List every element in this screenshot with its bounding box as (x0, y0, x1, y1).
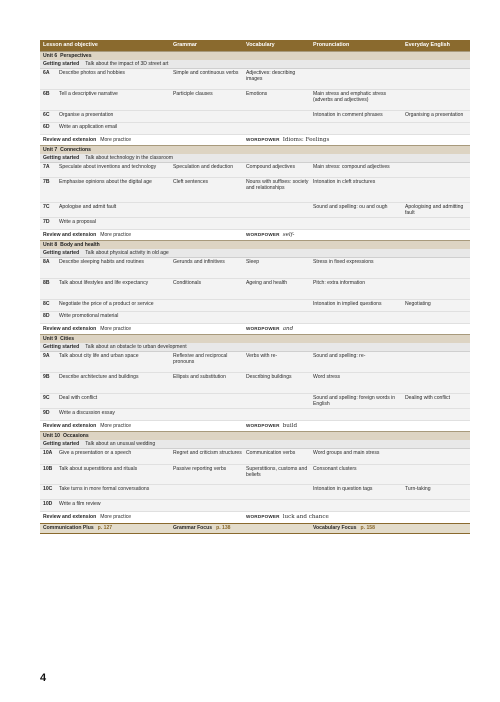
lesson-vocabulary (246, 485, 313, 492)
lesson-vocabulary: Adjectives: describing images (246, 70, 296, 83)
lesson-code: 7C (43, 204, 50, 210)
lesson-pronunciation: Pitch: extra information (313, 280, 366, 286)
unit-body (40, 249, 470, 324)
lesson-pronunciation (313, 123, 405, 130)
lesson-code: 10B (43, 466, 53, 472)
units-container (40, 51, 470, 522)
header-everyday-english: Everyday English (405, 42, 450, 49)
contents-table (40, 40, 470, 534)
lesson-everyday-english: Turn-taking (405, 486, 431, 492)
lesson-objective: Negotiate the price of a product or service (59, 301, 154, 307)
lesson-code: 8B (43, 280, 50, 286)
review-row (40, 512, 470, 522)
more-practice: More practice (100, 231, 132, 238)
unit-title (40, 240, 470, 249)
getting-started-text: Talk about the impact of 3D street art (85, 60, 169, 67)
lesson-code: 7B (43, 179, 50, 185)
lesson-pronunciation (313, 500, 405, 507)
getting-started-text: Talk about an unusual wedding (85, 440, 156, 447)
wordpower-topic: luck and chance (282, 513, 329, 520)
lesson-vocabulary: Nouns with suffixes: society and relationships (246, 179, 309, 192)
unit-label: Unit 6 (43, 52, 58, 59)
lesson-objective: Speculate about inventions and technology (59, 164, 157, 170)
lesson-code: 6B (43, 91, 50, 97)
more-practice: More practice (100, 513, 132, 520)
lesson-everyday-english (405, 163, 473, 170)
lesson-objective: Deal with conflict (59, 395, 98, 401)
unit-body (40, 440, 470, 512)
lesson-grammar (173, 218, 246, 225)
lesson-everyday-english (405, 258, 473, 265)
lesson-pronunciation: Intonation in cleft structures (313, 179, 376, 185)
review-row (40, 230, 470, 240)
lesson-row (40, 163, 470, 178)
lesson-everyday-english (405, 90, 473, 103)
lesson-row (40, 449, 470, 465)
lesson-vocabulary: Ageing and health (246, 280, 288, 286)
getting-started-label: Getting started (43, 249, 80, 256)
lesson-everyday-english (405, 279, 473, 286)
lesson-code: 6D (43, 124, 50, 130)
lesson-everyday-english (405, 69, 473, 82)
lesson-objective: Talk about city life and urban space (59, 353, 139, 359)
unit-title (40, 145, 470, 154)
lesson-grammar: Passive reporting verbs (173, 466, 227, 472)
unit-label: Unit 10 (43, 432, 60, 439)
lesson-pronunciation: Sound and spelling: foreign words in English (313, 395, 396, 408)
getting-started-row (40, 154, 470, 163)
lesson-code: 7D (43, 219, 50, 225)
lesson-everyday-english (405, 373, 473, 380)
lesson-objective: Emphasise opinions about the digital age (59, 179, 152, 185)
lesson-code: 7A (43, 164, 50, 170)
lesson-vocabulary (246, 394, 313, 407)
lesson-row (40, 123, 470, 135)
review-row (40, 135, 470, 145)
lesson-everyday-english: Organising a presentation (405, 112, 464, 118)
page-number: 4 (40, 672, 47, 684)
lesson-everyday-english (405, 465, 473, 478)
unit-label: Unit 9 (43, 335, 58, 342)
lesson-pronunciation: Intonation in question tags (313, 486, 373, 492)
lesson-vocabulary (246, 312, 313, 319)
lesson-objective: Write a proposal (59, 219, 96, 225)
lesson-everyday-english: Dealing with conflict (405, 395, 451, 401)
unit-block (40, 240, 470, 334)
lesson-vocabulary: Communication verbs (246, 450, 296, 456)
more-practice: More practice (100, 325, 132, 332)
lesson-pronunciation: Word groups and main stress (313, 450, 380, 456)
lesson-grammar: Conditionals (173, 280, 202, 286)
unit-block (40, 431, 470, 522)
lesson-row (40, 485, 470, 500)
lesson-pronunciation: Stress in fixed expressions (313, 259, 374, 265)
lesson-objective: Describe photos and hobbies (59, 70, 125, 76)
lesson-vocabulary: Sleep (246, 259, 260, 265)
review-and-extension: Review and extension More practice (43, 231, 132, 238)
lesson-vocabulary (246, 111, 313, 118)
lesson-code: 8C (43, 301, 50, 307)
lesson-pronunciation: Word stress (313, 374, 341, 380)
lesson-code: 6C (43, 112, 50, 118)
lesson-row (40, 178, 470, 203)
getting-started-text: Talk about technology in the classroom (85, 154, 174, 161)
table-header (40, 40, 470, 51)
lesson-objective: Take turns in more formal conversations (59, 486, 150, 492)
lesson-row (40, 373, 470, 394)
lesson-objective: Write an application email (59, 124, 118, 130)
lesson-grammar: Participle clauses (173, 91, 213, 97)
lesson-grammar (173, 500, 246, 507)
unit-label: Unit 7 (43, 146, 58, 153)
lesson-grammar: Reflexive and reciprocal pronouns (173, 353, 228, 366)
unit-title (40, 334, 470, 343)
lesson-grammar: Simple and continuous verbs (173, 70, 239, 76)
lesson-everyday-english: Negotiating (405, 301, 431, 307)
unit-name: Occasions (62, 432, 89, 439)
lesson-code: 9A (43, 353, 50, 359)
lesson-code: 8D (43, 313, 50, 319)
lesson-grammar: Ellipsis and substitution (173, 374, 226, 380)
unit-name: Perspectives (60, 52, 92, 59)
lesson-pronunciation: Main stress: compound adjectives (313, 164, 390, 170)
review-and-extension: Review and extension More practice (43, 325, 132, 332)
more-practice: More practice (100, 422, 132, 429)
lesson-code: 8A (43, 259, 50, 265)
getting-started-row (40, 343, 470, 352)
lesson-pronunciation (313, 409, 405, 416)
lesson-row (40, 258, 470, 279)
lesson-grammar: Speculation and deduction (173, 164, 234, 170)
getting-started-label: Getting started (43, 440, 80, 447)
lesson-pronunciation: Sound and spelling: ou and ough (313, 204, 388, 210)
unit-name: Body and health (60, 241, 100, 248)
wordpower: WORDPOWER luck and chance (246, 513, 329, 520)
lesson-row (40, 90, 470, 111)
lesson-vocabulary: Compound adjectives (246, 164, 295, 170)
getting-started-text: Talk about an obstacle to urban development (85, 343, 187, 350)
lesson-code: 9D (43, 410, 50, 416)
getting-started-text: Talk about physical activity in old age (85, 249, 169, 256)
lesson-everyday-english (405, 409, 473, 416)
lesson-everyday-english (405, 178, 473, 191)
lesson-grammar (173, 300, 246, 307)
lesson-everyday-english (405, 500, 473, 507)
lesson-grammar: Cleft sentences (173, 179, 209, 185)
lesson-objective: Write promotional material (59, 313, 119, 319)
wordpower: WORDPOWER and (246, 325, 294, 332)
lesson-row (40, 352, 470, 373)
lesson-vocabulary (246, 218, 313, 225)
lesson-vocabulary: Emotions (246, 91, 268, 97)
lesson-grammar (173, 123, 246, 130)
wordpower-topic: build (282, 422, 298, 429)
lesson-pronunciation (313, 218, 405, 225)
unit-body (40, 60, 470, 135)
unit-body (40, 154, 470, 230)
lesson-objective: Apologise and admit fault (59, 204, 117, 210)
lesson-vocabulary (246, 123, 313, 130)
lesson-objective: Tell a descriptive narrative (59, 91, 118, 97)
lesson-row (40, 203, 470, 218)
lesson-row (40, 500, 470, 512)
lesson-pronunciation: Consonant clusters (313, 466, 357, 472)
review-and-extension: Review and extension More practice (43, 513, 132, 520)
lesson-objective: Give a presentation or a speech (59, 450, 132, 456)
lesson-vocabulary (246, 409, 313, 416)
lesson-row (40, 394, 470, 409)
lesson-row (40, 111, 470, 123)
review-row (40, 324, 470, 334)
review-and-extension: Review and extension More practice (43, 136, 132, 143)
wordpower-topic: self- (282, 231, 295, 238)
lesson-pronunciation: Sound and spelling: re- (313, 353, 366, 359)
lesson-code: 10D (43, 501, 53, 507)
lesson-pronunciation (313, 69, 405, 82)
unit-name: Cities (60, 335, 75, 342)
communication-plus-ref: Communication Plus p. 127 (43, 525, 113, 532)
lesson-grammar (173, 485, 246, 492)
lesson-vocabulary: Verbs with re- (246, 353, 278, 359)
lesson-grammar (173, 111, 246, 118)
lesson-grammar (173, 203, 246, 216)
lesson-objective: Write a discussion essay (59, 410, 115, 416)
lesson-row (40, 69, 470, 90)
lesson-grammar (173, 394, 246, 407)
lesson-pronunciation (313, 312, 405, 319)
lesson-objective: Write a film review (59, 501, 101, 507)
header-vocabulary: Vocabulary (246, 42, 275, 49)
lesson-everyday-english (405, 123, 473, 130)
lesson-objective: Describe sleeping habits and routines (59, 259, 144, 265)
lesson-objective: Talk about superstitions and rituals (59, 466, 138, 472)
unit-title (40, 431, 470, 440)
review-row (40, 421, 470, 431)
more-practice: More practice (100, 136, 132, 143)
unit-name: Connections (60, 146, 92, 153)
lesson-vocabulary (246, 300, 313, 307)
unit-block (40, 145, 470, 240)
header-lesson: Lesson and objective (43, 42, 98, 49)
wordpower: WORDPOWER self- (246, 231, 295, 238)
lesson-vocabulary (246, 203, 313, 216)
lesson-everyday-english (405, 312, 473, 319)
lesson-objective: Describe architecture and buildings (59, 374, 139, 380)
unit-block (40, 334, 470, 431)
unit-body (40, 343, 470, 421)
lesson-vocabulary: Describing buildings (246, 374, 292, 380)
header-grammar: Grammar (173, 42, 197, 49)
lesson-row (40, 300, 470, 312)
lesson-row (40, 218, 470, 230)
grammar-focus-ref: Grammar Focus p. 138 (173, 525, 231, 532)
lesson-everyday-english: Apologising and admitting fault (405, 204, 464, 217)
lesson-grammar: Gerunds and infinitives (173, 259, 225, 265)
lesson-row (40, 465, 470, 485)
vocabulary-focus-ref: Vocabulary Focus p. 158 (313, 525, 375, 532)
lesson-grammar (173, 312, 246, 319)
lesson-everyday-english (405, 449, 473, 456)
lesson-pronunciation: Intonation in implied questions (313, 301, 382, 307)
getting-started-label: Getting started (43, 154, 80, 161)
lesson-vocabulary (246, 500, 313, 507)
wordpower: WORDPOWER build (246, 422, 298, 429)
lesson-row (40, 279, 470, 300)
wordpower-topic: and (282, 325, 294, 332)
lesson-vocabulary: Superstitions, customs and beliefs (246, 466, 308, 479)
unit-title (40, 51, 470, 60)
lesson-everyday-english (405, 218, 473, 225)
wordpower-topic: Idioms: Feelings (282, 136, 330, 143)
getting-started-label: Getting started (43, 60, 80, 67)
lesson-row (40, 409, 470, 421)
lesson-pronunciation: Intonation in comment phrases (313, 112, 383, 118)
getting-started-row (40, 440, 470, 449)
header-pronunciation: Pronunciation (313, 42, 350, 49)
lesson-objective: Talk about lifestyles and life expectancy (59, 280, 149, 286)
getting-started-row (40, 249, 470, 258)
lesson-objective: Organise a presentation (59, 112, 114, 118)
lesson-pronunciation: Main stress and emphatic stress (adverbs and adjectives) (313, 91, 387, 104)
lesson-code: 9B (43, 374, 50, 380)
lesson-grammar (173, 409, 246, 416)
references-bar (40, 523, 470, 534)
unit-label: Unit 8 (43, 241, 58, 248)
review-and-extension: Review and extension More practice (43, 422, 132, 429)
lesson-code: 10C (43, 486, 53, 492)
lesson-code: 6A (43, 70, 50, 76)
getting-started-row (40, 60, 470, 69)
getting-started-label: Getting started (43, 343, 80, 350)
lesson-grammar: Regret and criticism structures (173, 450, 242, 456)
lesson-row (40, 312, 470, 324)
lesson-code: 9C (43, 395, 50, 401)
unit-block (40, 51, 470, 145)
wordpower: WORDPOWER Idioms: Feelings (246, 136, 330, 143)
lesson-everyday-english (405, 352, 473, 365)
lesson-code: 10A (43, 450, 53, 456)
